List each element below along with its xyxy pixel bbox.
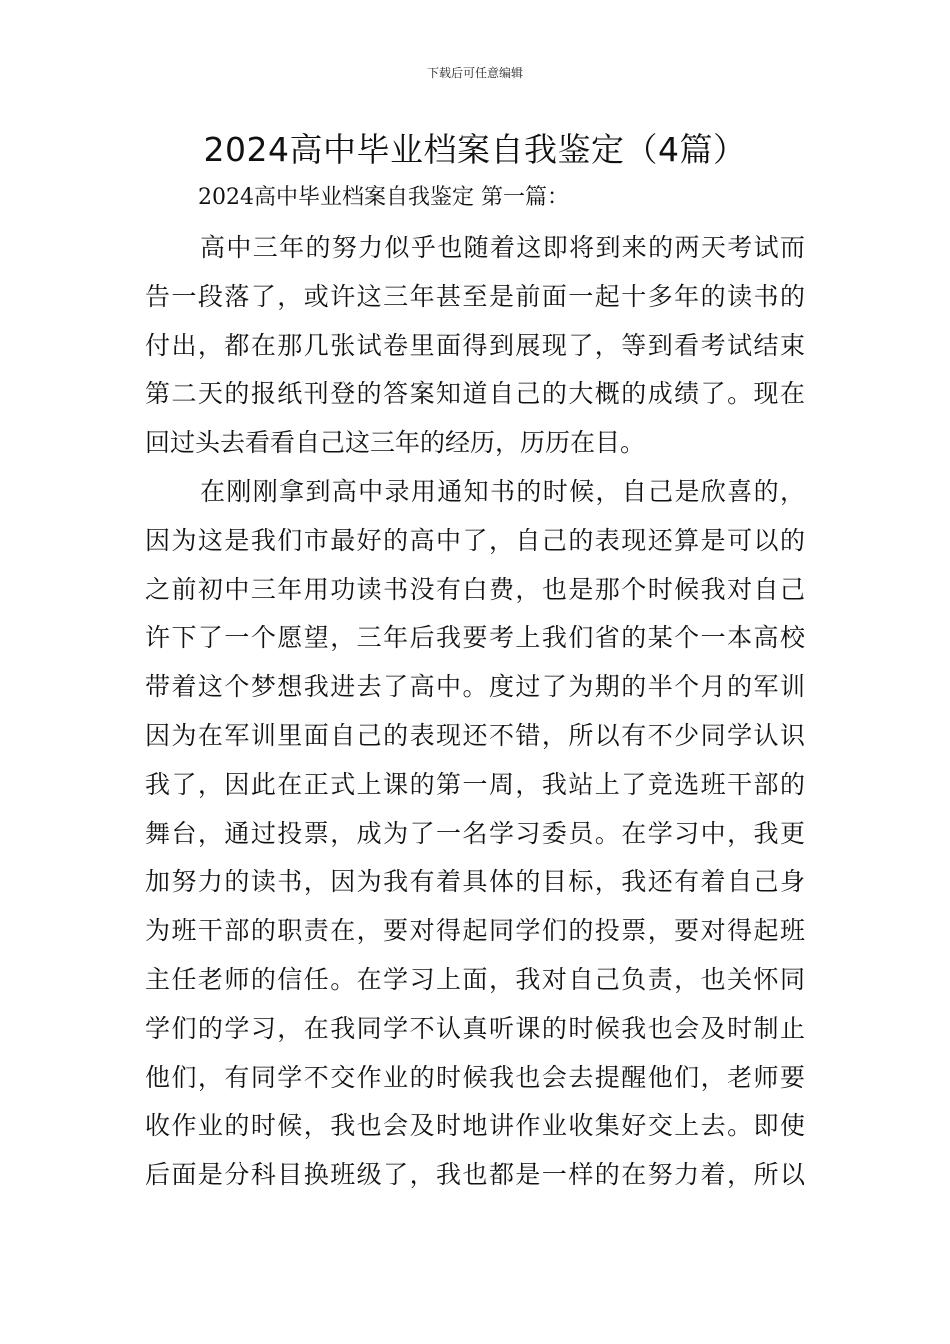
text-line: 带着这个梦想我进去了高中。度过了为期的半个月的军训 <box>145 672 805 702</box>
text-line: 付出，都在那几张试卷里面得到展现了，等到看考试结束 <box>145 330 805 360</box>
text-line: 主任老师的信任。在学习上面，我对自己负责，也关怀同 <box>145 964 805 994</box>
text-line: 第二天的报纸刊登的答案知道自己的大概的成绩了。现在 <box>145 379 805 409</box>
text-line: 因为这是我们市最好的高中了，自己的表现还算是可以的 <box>145 525 805 555</box>
text-line: 学们的学习，在我同学不认真听课的时候我也会及时制止 <box>145 1013 805 1043</box>
document-title: 2024高中毕业档案自我鉴定（4篇） <box>203 130 747 169</box>
paragraph-1 <box>145 224 805 468</box>
text-line: 告一段落了，或许这三年甚至是前面一起十多年的读书的 <box>145 281 805 311</box>
text-line: 在刚刚拿到高中录用通知书的时候，自己是欣喜的， <box>200 477 805 506</box>
text-line: 因为在军训里面自己的表现还不错，所以有不少同学认识 <box>145 720 805 750</box>
text-line: 之前初中三年用功读书没有白费，也是那个时候我对自己 <box>145 574 805 604</box>
text-line: 我了，因此在正式上课的第一周，我站上了竞选班干部的 <box>145 769 805 799</box>
text-line: 为班干部的职责在，要对得起同学们的投票，要对得起班 <box>145 916 805 946</box>
text-line: 舞台，通过投票，成为了一名学习委员。在学习中，我更 <box>145 818 805 848</box>
text-line: 他们，有同学不交作业的时候我也会去提醒他们，老师要 <box>145 1062 805 1092</box>
text-line: 收作业的时候，我也会及时地讲作业收集好交上去。即使 <box>145 1111 805 1141</box>
text-line: 加努力的读书，因为我有着具体的目标，我还有着自己身 <box>145 867 805 897</box>
text-line: 后面是分科目换班级了，我也都是一样的在努力着，所以 <box>145 1160 805 1190</box>
text-line: 高中三年的努力似乎也随着这即将到来的两天考试而 <box>200 233 805 262</box>
text-line: 回过头去看看自己这三年的经历，历历在目。 <box>145 428 646 458</box>
section-heading: 2024高中毕业档案自我鉴定 第一篇： <box>198 185 569 210</box>
page-header-note: 下载后可任意编辑 <box>426 66 523 80</box>
text-line: 许下了一个愿望，三年后我要考上我们省的某个一本高校 <box>145 623 805 653</box>
paragraph-2 <box>145 468 805 1200</box>
